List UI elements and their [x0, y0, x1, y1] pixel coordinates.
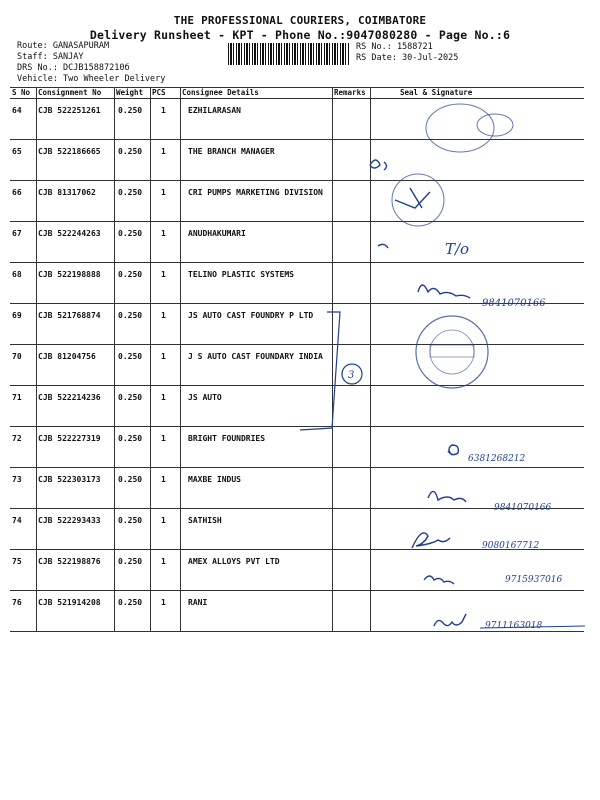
drs-label: DRS No.: DCJB15887210б — [17, 63, 130, 73]
row-serial-number: 69 — [12, 311, 22, 320]
row-consignee: BRIGHT FOUNDRIES — [188, 434, 266, 443]
column-header: Weight — [116, 88, 144, 97]
row-pieces: 1 — [161, 475, 166, 484]
table-border — [10, 98, 584, 99]
row-divider — [10, 508, 584, 509]
row-pieces: 1 — [161, 270, 166, 279]
handwritten-phone: 9841070166 — [494, 503, 552, 513]
handwritten-phone: 6381268212 — [468, 454, 526, 464]
row-consignment-number: CJB 522214236 — [38, 393, 101, 402]
row-serial-number: 64 — [12, 106, 22, 115]
row-divider — [10, 344, 584, 345]
row-consignee: J S AUTO CAST FOUNDARY INDIA — [188, 352, 323, 361]
row-weight: 0.250 — [118, 516, 143, 525]
row-consignee: JS AUTO — [188, 393, 222, 402]
row-consignee: TELINO PLASTIC SYSTEMS — [188, 270, 294, 279]
row-serial-number: 65 — [12, 147, 22, 156]
row-consignment-number: CJB 521914208 — [38, 598, 101, 607]
column-header: Remarks — [334, 88, 366, 97]
row-weight: 0.250 — [118, 557, 143, 566]
row-divider — [10, 385, 584, 386]
row-pieces: 1 — [161, 352, 166, 361]
row-consignee: AMEX ALLOYS PVT LTD — [188, 557, 280, 566]
row-weight: 0.250 — [118, 147, 143, 156]
row-serial-number: 72 — [12, 434, 22, 443]
row-divider — [10, 262, 584, 263]
rs-number: RS No.: 1588721 — [356, 42, 433, 52]
row-consignee: JS AUTO CAST FOUNDRY P LTD — [188, 311, 314, 320]
handwritten-phone: 9080167712 — [482, 541, 540, 551]
row-pieces: 1 — [161, 598, 166, 607]
row-consignment-number: CJB 522198876 — [38, 557, 101, 566]
handwritten-phone: 9711163018 — [485, 621, 543, 631]
handwritten-remark: 3 — [348, 370, 355, 381]
row-divider — [10, 180, 584, 181]
page-title: THE PROFESSIONAL COURIERS, COIMBATORE — [173, 14, 427, 27]
column-header: PCS — [152, 88, 166, 97]
handwritten-phone: 9715937016 — [505, 575, 563, 585]
row-consignment-number: CJB 522251261 — [38, 106, 101, 115]
column-header: S No — [12, 88, 31, 97]
row-consignment-number: CJB 522293433 — [38, 516, 101, 525]
row-weight: 0.250 — [118, 434, 143, 443]
row-weight: 0.250 — [118, 311, 143, 320]
staff-label: Staff: SANJAY — [17, 52, 84, 62]
row-divider — [10, 467, 584, 468]
column-header: Consignee Details — [182, 88, 259, 97]
runsheet-subtitle: Delivery Runsheet - KPT - Phone No.:9047080280 - Page No.:6 — [89, 28, 511, 42]
row-weight: 0.250 — [118, 229, 143, 238]
runsheet-table — [10, 87, 584, 632]
row-divider — [10, 221, 584, 222]
row-weight: 0.250 — [118, 270, 143, 279]
row-pieces: 1 — [161, 557, 166, 566]
row-consignment-number: CJB 521768874 — [38, 311, 101, 320]
vehicle-label: Vehicle: Two Wheeler Delivery — [17, 74, 166, 84]
row-serial-number: 66 — [12, 188, 22, 197]
row-consignee: EZHILARASAN — [188, 106, 241, 115]
row-weight: 0.250 — [118, 188, 143, 197]
row-consignment-number: CJB 522244263 — [38, 229, 101, 238]
row-weight: 0.250 — [118, 475, 143, 484]
row-consignee: ANUDHAKUMARI — [188, 229, 246, 238]
row-serial-number: 76 — [12, 598, 22, 607]
row-weight: 0.250 — [118, 393, 143, 402]
rs-date: RS Date: 30-Jul-2025 — [356, 53, 459, 63]
row-serial-number: 67 — [12, 229, 22, 238]
row-serial-number: 75 — [12, 557, 22, 566]
row-consignee: CRI PUMPS MARKETING DIVISION — [188, 188, 323, 197]
row-pieces: 1 — [161, 393, 166, 402]
row-pieces: 1 — [161, 229, 166, 238]
row-pieces: 1 — [161, 147, 166, 156]
row-weight: 0.250 — [118, 106, 143, 115]
row-divider — [10, 549, 584, 550]
row-consignee: MAXBE INDUS — [188, 475, 241, 484]
row-pieces: 1 — [161, 434, 166, 443]
row-divider — [10, 631, 584, 632]
row-pieces: 1 — [161, 516, 166, 525]
row-consignee: SATHISH — [188, 516, 222, 525]
row-divider — [10, 139, 584, 140]
handwritten-phone: 9841070166 — [482, 298, 546, 309]
row-consignee: RANI — [188, 598, 208, 607]
row-divider — [10, 426, 584, 427]
handwritten-note: T/o — [445, 240, 470, 258]
row-serial-number: 74 — [12, 516, 22, 525]
row-consignment-number: CJB 81317062 — [38, 188, 96, 197]
row-pieces: 1 — [161, 106, 166, 115]
row-weight: 0.250 — [118, 598, 143, 607]
row-serial-number: 70 — [12, 352, 22, 361]
row-pieces: 1 — [161, 311, 166, 320]
row-pieces: 1 — [161, 188, 166, 197]
row-divider — [10, 590, 584, 591]
row-consignment-number: CJB 522186665 — [38, 147, 101, 156]
row-consignment-number: CJB 522227319 — [38, 434, 101, 443]
row-consignment-number: CJB 522303173 — [38, 475, 101, 484]
row-consignment-number: CJB 81204756 — [38, 352, 96, 361]
barcode — [228, 43, 350, 65]
row-consignment-number: CJB 522198888 — [38, 270, 101, 279]
row-weight: 0.250 — [118, 352, 143, 361]
route-label: Route: GANASAPURAM — [17, 41, 110, 51]
row-divider — [10, 303, 584, 304]
column-header: Seal & Signature — [400, 88, 473, 97]
row-consignee: THE BRANCH MANAGER — [188, 147, 275, 156]
row-serial-number: 71 — [12, 393, 22, 402]
column-header: Consignment No — [38, 88, 102, 97]
row-serial-number: 68 — [12, 270, 22, 279]
row-serial-number: 73 — [12, 475, 22, 484]
